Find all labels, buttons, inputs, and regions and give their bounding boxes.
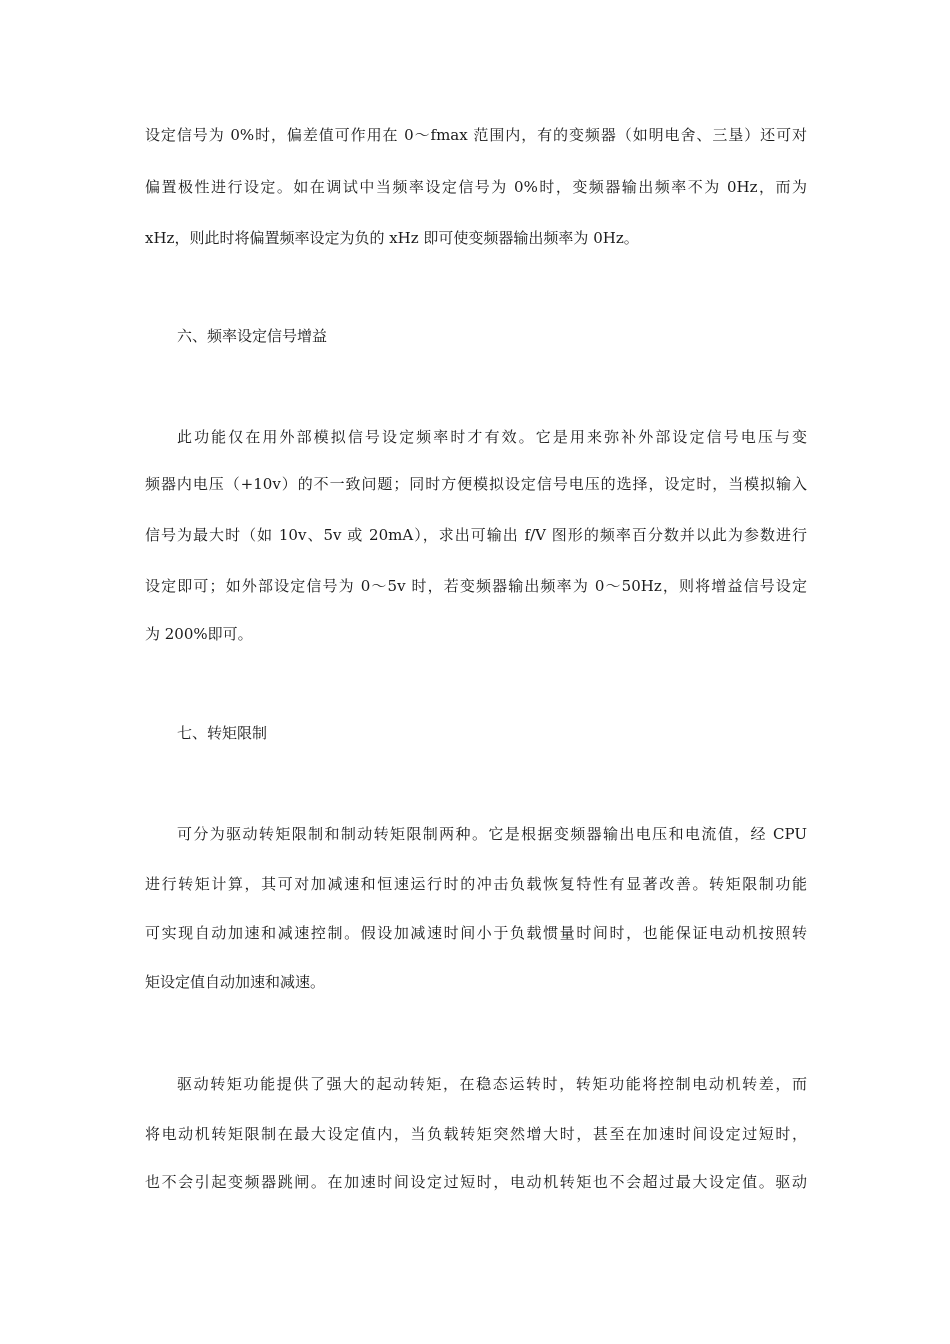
paragraph-line: 也不会引起变频器跳闸。在加速时间设定过短时，电动机转矩也不会超过最大设定值。驱动 [145, 1173, 807, 1191]
paragraph-line: 驱动转矩功能提供了强大的起动转矩，在稳态运转时，转矩功能将控制电动机转差，而 [177, 1075, 807, 1093]
paragraph-line: 此功能仅在用外部模拟信号设定频率时才有效。它是用来弥补外部设定信号电压与变 [177, 428, 807, 446]
paragraph-line: 将电动机转矩限制在最大设定值内，当负载转矩突然增大时，甚至在加速时间设定过短时， [145, 1125, 807, 1143]
paragraph-line: 设定信号为 0%时，偏差值可作用在 0～fmax 范围内，有的变频器（如明电舍、三垦）还可对 [145, 126, 807, 144]
paragraph-line: 矩设定值自动加速和减速。 [145, 973, 326, 991]
section-heading-six: 六、频率设定信号增益 [177, 327, 328, 345]
paragraph-line: 可实现自动加速和减速控制。假设加减速时间小于负载惯量时间时，也能保证电动机按照转 [145, 924, 807, 942]
paragraph-line: 可分为驱动转矩限制和制动转矩限制两种。它是根据变频器输出电压和电流值，经 CPU [177, 825, 807, 843]
paragraph-line: 信号为最大时（如 10v、5v 或 20mA），求出可输出 f/V 图形的频率百分数并以此为参数进行 [145, 526, 807, 544]
paragraph-line: 偏置极性进行设定。如在调试中当频率设定信号为 0%时，变频器输出频率不为 0Hz，而为 [145, 178, 807, 196]
paragraph-line: 为 200%即可。 [145, 625, 253, 643]
paragraph-line: xHz，则此时将偏置频率设定为负的 xHz 即可使变频器输出频率为 0Hz。 [145, 229, 639, 247]
paragraph-line: 进行转矩计算，其可对加减速和恒速运行时的冲击负载恢复特性有显著改善。转矩限制功能 [145, 875, 807, 893]
section-heading-seven: 七、转矩限制 [177, 724, 268, 742]
paragraph-line: 设定即可；如外部设定信号为 0～5v 时，若变频器输出频率为 0～50Hz，则将增益信号设定 [145, 577, 807, 595]
paragraph-line: 频器内电压（+10v）的不一致问题；同时方便模拟设定信号电压的选择，设定时，当模拟输入 [145, 475, 807, 493]
